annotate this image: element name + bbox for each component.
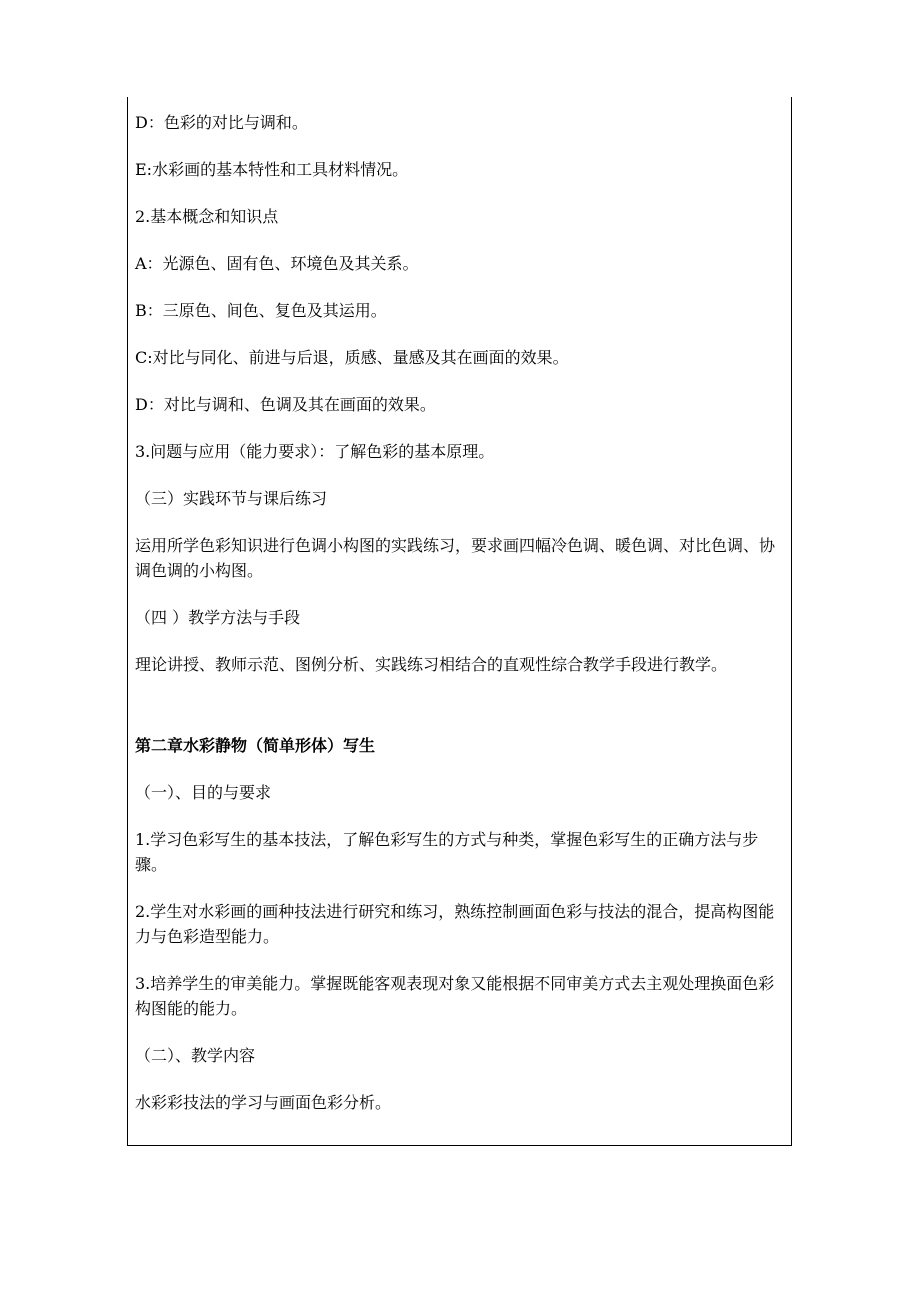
paragraph-primary-colors: B：三原色、间色、复色及其运用。 (135, 301, 387, 320)
document-content (135, 110, 785, 1137)
heading-problems-application: 3.问题与应用（能力要求）：了解色彩的基本原理。 (135, 442, 495, 461)
paragraph-harmony-tone: D：对比与调和、色调及其在画面的效果。 (135, 395, 436, 414)
paragraph-goal-3: 3.培养学生的审美能力。掌握既能客观表现对象又能根据不同审美方式去主观处理换面色彩构图能的能力。 (135, 974, 775, 1018)
heading-goals-requirements: （一）、目的与要求 (135, 783, 272, 802)
paragraph-teaching-methods: 理论讲授、教师示范、图例分析、实践练习相结合的直观性综合教学手段进行教学。 (135, 655, 728, 674)
heading-teaching-content: （二）、教学内容 (135, 1046, 256, 1065)
paragraph-watercolor-tools: E:水彩画的基本特性和工具材料情况。 (135, 160, 409, 179)
paragraph-contrast-assimilation: C:对比与同化、前进与后退，质感、量感及其在画面的效果。 (135, 348, 569, 367)
paragraph-light-colors: A：光源色、固有色、环境色及其关系。 (135, 254, 419, 273)
heading-basic-concepts: 2.基本概念和知识点 (135, 207, 279, 226)
paragraph-color-contrast: D：色彩的对比与调和。 (135, 113, 308, 132)
paragraph-goal-1: 1.学习色彩写生的基本技法，了解色彩写生的方式与种类，掌握色彩写生的正确方法与步骤。 (135, 830, 759, 874)
section-spacer (135, 699, 785, 733)
chapter-two-title: 第二章水彩静物（简单形体）写生 (135, 736, 376, 755)
paragraph-practice-detail: 运用所学色彩知识进行色调小构图的实践练习，要求画四幅冷色调、暖色调、对比色调、协调色调的小构图。 (135, 536, 776, 580)
paragraph-teaching-content: 水彩彩技法的学习与画面色彩分析。 (135, 1093, 392, 1112)
heading-practice: （三）实践环节与课后练习 (135, 489, 328, 508)
heading-teaching-methods: （四 ）教学方法与手段 (135, 608, 301, 627)
paragraph-goal-2: 2.学生对水彩画的画种技法进行研究和练习，熟练控制画面色彩与技法的混合，提高构图能力与色彩造型能力。 (135, 902, 775, 946)
